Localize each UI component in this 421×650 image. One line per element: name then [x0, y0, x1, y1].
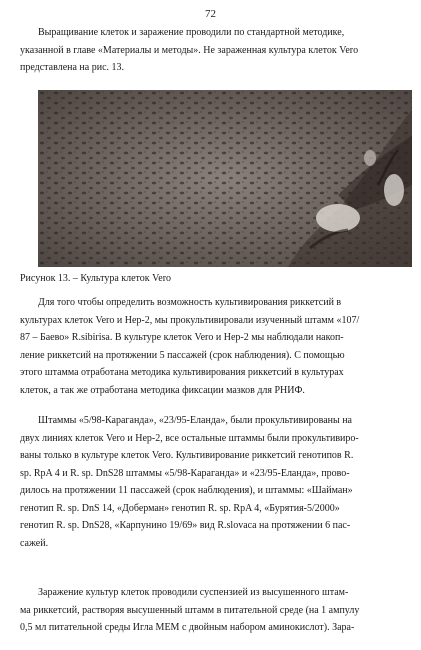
- text-line: указанной в главе «Материалы и методы». Не зараженная культура клеток Vero: [20, 44, 359, 56]
- paragraph-cultivation: [20, 294, 402, 399]
- figure-caption: Рисунок 13. – Культура клеток Vero: [20, 273, 172, 284]
- text-line: 87 – Баево» R.sibirisa. В культуре клеток Vero и Hep-2 мы наблюдали накоп-: [20, 332, 344, 343]
- text-line: Штаммы «5/98-Караганда», «23/95-Еланда», были прокультивированы на: [38, 415, 352, 426]
- micrograph-image: [38, 90, 412, 267]
- text-line: 0,5 мл питательной среды Игла MEM с двойным набором аминокислот). Зара-: [20, 622, 355, 633]
- text-line: представлена на рис. 13.: [20, 62, 125, 73]
- text-line: сажей.: [20, 537, 49, 549]
- text-line: культурах клеток Vero и Hep-2, мы прокультивировали изученный штамм «107/: [20, 314, 360, 326]
- text-line: генотип R. sp. DnS28, «Карпунино 19/69» вид R.slovaca на протяжении 6 пас-: [20, 520, 351, 531]
- text-line: генотип R. sp. DnS 14, «Доберман» генотип R. sp. RpA 4, «Бурятия-5/2000»: [20, 502, 340, 514]
- paragraph-strains: [20, 412, 402, 552]
- text-line: Выращивание клеток и заражение проводили по стандартной методике,: [38, 27, 345, 38]
- text-line: sp. RpA 4 и R. sp. DnS28 штаммы «5/98-Караганда» и «23/95-Еланда», прово-: [20, 467, 350, 479]
- text-line: Заражение культур клеток проводили суспензией из высушенного штам-: [38, 587, 349, 598]
- text-line: двух линиях клеток Vero и Hep-2, все остальные штаммы были прокультивиро-: [20, 432, 359, 444]
- text-line: клеток, а так же отработана методика фиксации мазков для РНИФ.: [20, 384, 305, 396]
- text-line: этого штамма отработана методика культивирования риккетсий в культурах: [20, 367, 344, 378]
- paragraph-infection: [20, 584, 402, 637]
- text-line: дилось на протяжении 11 пассажей (срок наблюдения), и штаммы: «Шайман»: [20, 485, 353, 496]
- text-line: ление риккетсий на протяжении 5 пассажей (срок наблюдения). С помощью: [20, 349, 345, 361]
- text-line: ваны только в культуре клеток Vero. Культивирование риккетсий генотипов R.: [20, 450, 354, 461]
- paragraph-intro: [20, 24, 402, 77]
- vero-cell-micrograph: [38, 90, 412, 267]
- page-number: 72: [205, 8, 216, 20]
- text-line: Для того чтобы определить возможность культивирования риккетсий в: [38, 297, 342, 308]
- text-line: ма риккетсий, растворяя высушенный штамм в питательной среде (на 1 ампулу: [20, 604, 360, 616]
